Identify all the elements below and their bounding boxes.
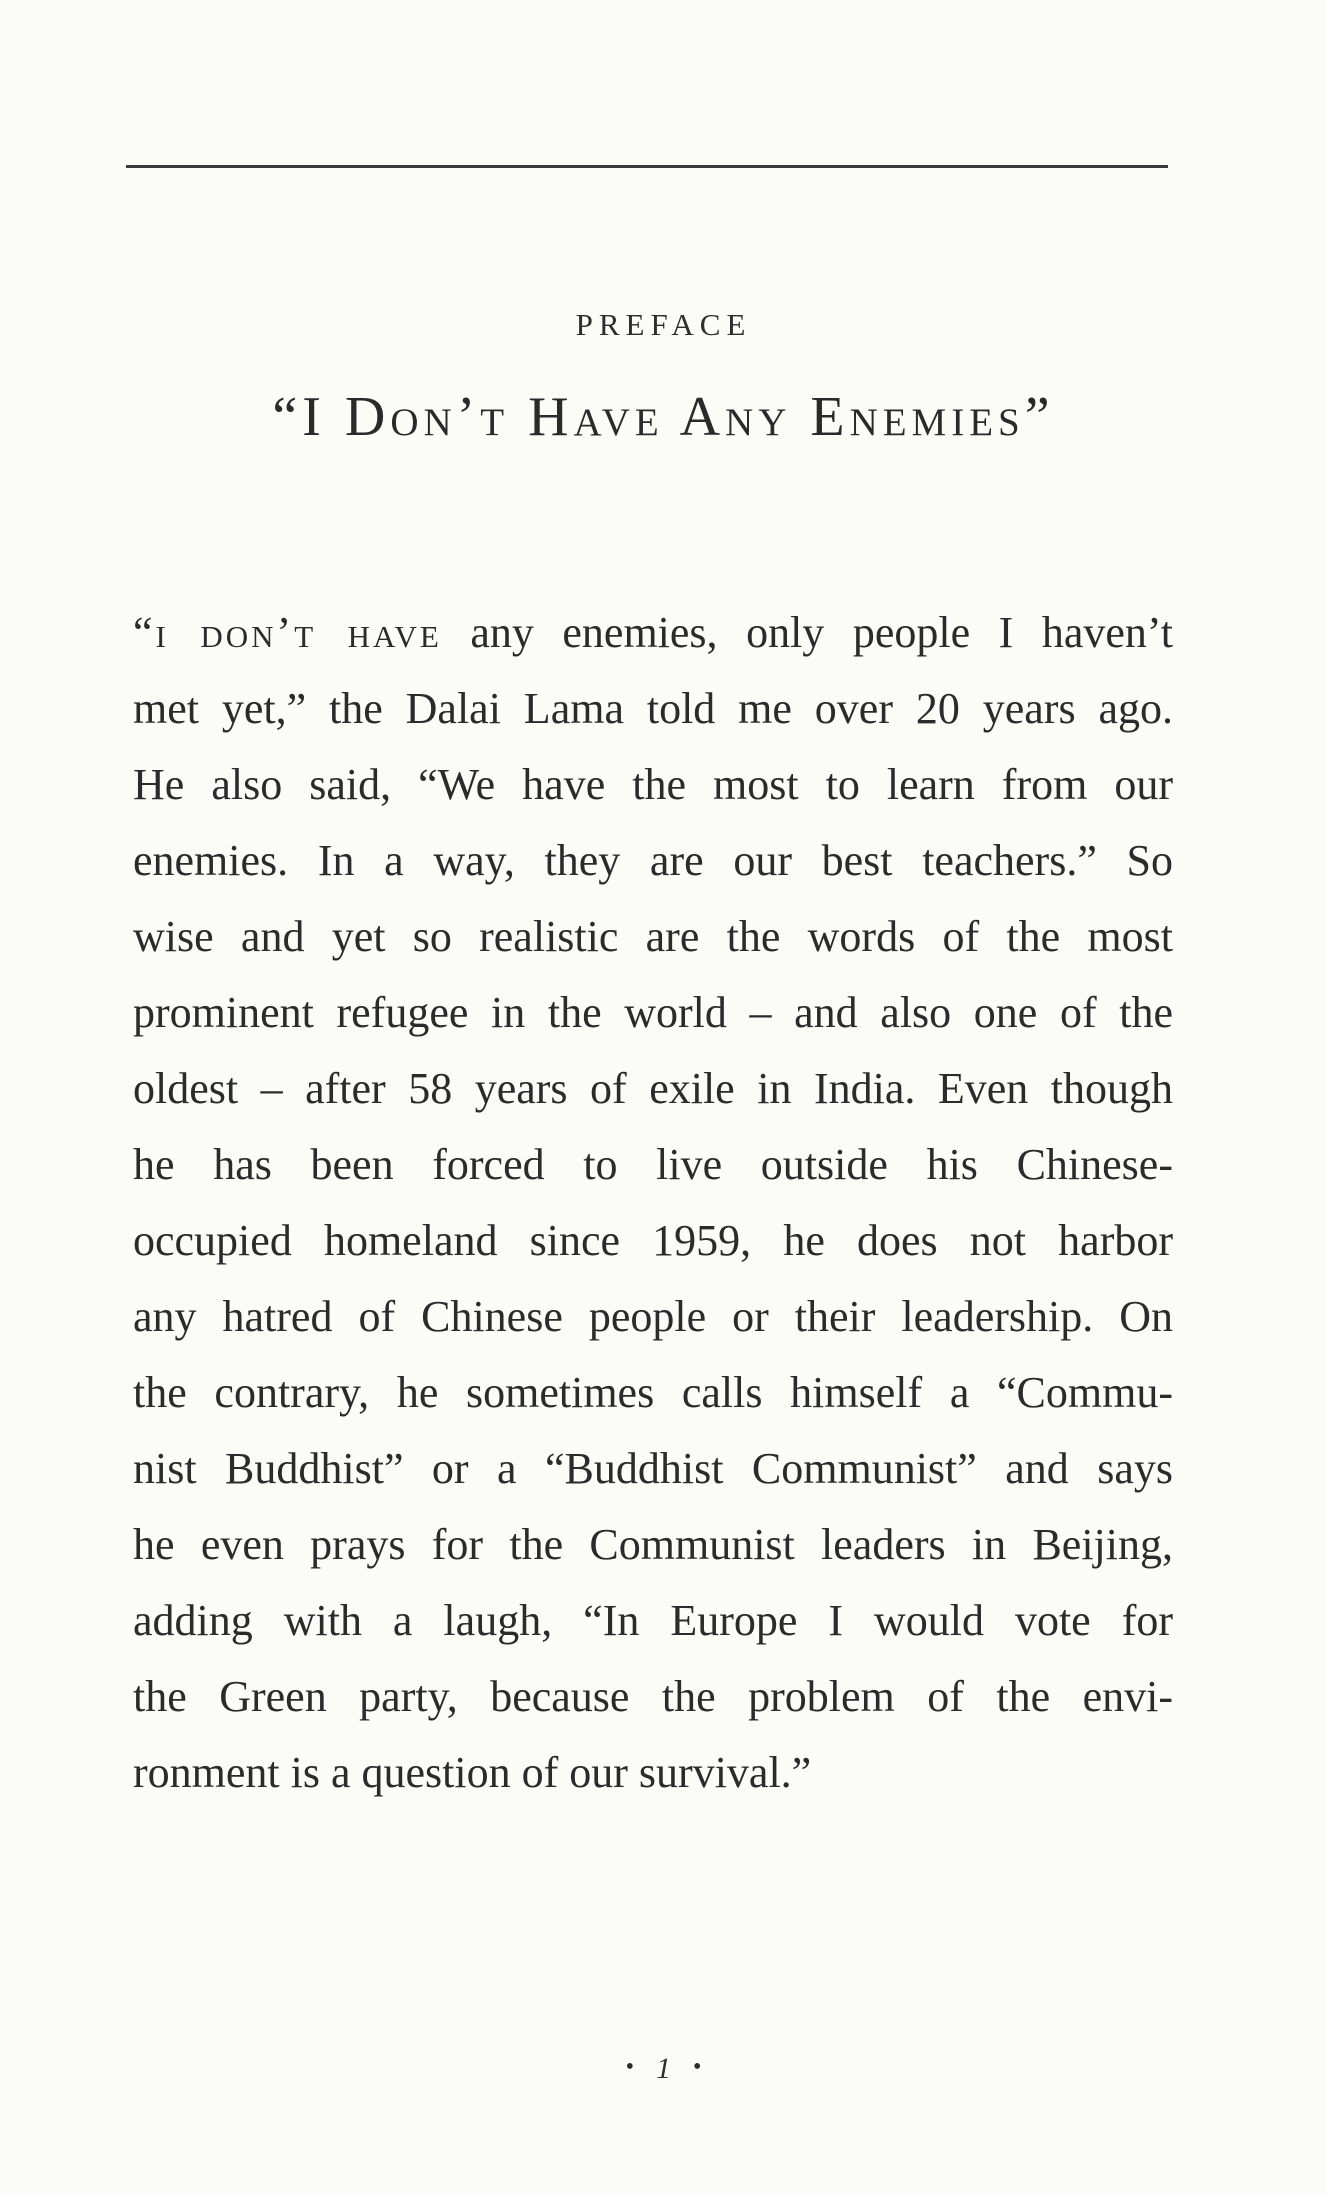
text-line-content: any enemies, only people I haven’t	[441, 608, 1173, 657]
text-line: he has been forced to live outside his Chinese-	[133, 1140, 1173, 1189]
text-line: oldest – after 58 years of exile in India. Even though	[133, 1064, 1173, 1113]
text-line: prominent refugee in the world – and also one of the	[133, 988, 1173, 1037]
top-rule	[126, 165, 1168, 168]
section-label: PREFACE	[575, 307, 752, 342]
text-line: the Green party, because the problem of the envi-	[133, 1672, 1173, 1721]
text-line: enemies. In a way, they are our best teachers.” So	[133, 836, 1173, 885]
text-line: ronment is a question of our survival.”	[133, 1748, 812, 1797]
text-line: wise and yet so realistic are the words of the most	[133, 912, 1173, 961]
text-line: any hatred of Chinese people or their leadership. On	[133, 1292, 1173, 1341]
text-line: he even prays for the Communist leaders in Beijing,	[133, 1520, 1173, 1569]
body-text	[133, 595, 1173, 1811]
opening-smallcaps: “i don’t have	[133, 608, 442, 657]
text-line: the contrary, he sometimes calls himself a “Commu-	[133, 1368, 1173, 1417]
text-line: nist Buddhist” or a “Buddhist Communist” and says	[133, 1444, 1173, 1493]
page-number: 1	[656, 2052, 671, 2085]
text-line: occupied homeland since 1959, he does not harbor	[133, 1216, 1173, 1265]
text-line: met yet,” the Dalai Lama told me over 20 years ago.	[133, 684, 1173, 733]
folio-separator-left: •	[625, 2054, 634, 2080]
text-line	[133, 595, 1173, 671]
folio-separator-right: •	[693, 2054, 702, 2080]
text-line: He also said, “We have the most to learn from our	[133, 760, 1173, 809]
text-line: adding with a laugh, “In Europe I would vote for	[133, 1596, 1173, 1645]
chapter-title: “I Don’t Have Any Enemies”	[272, 386, 1055, 448]
page-number-footer	[0, 2052, 1327, 2086]
